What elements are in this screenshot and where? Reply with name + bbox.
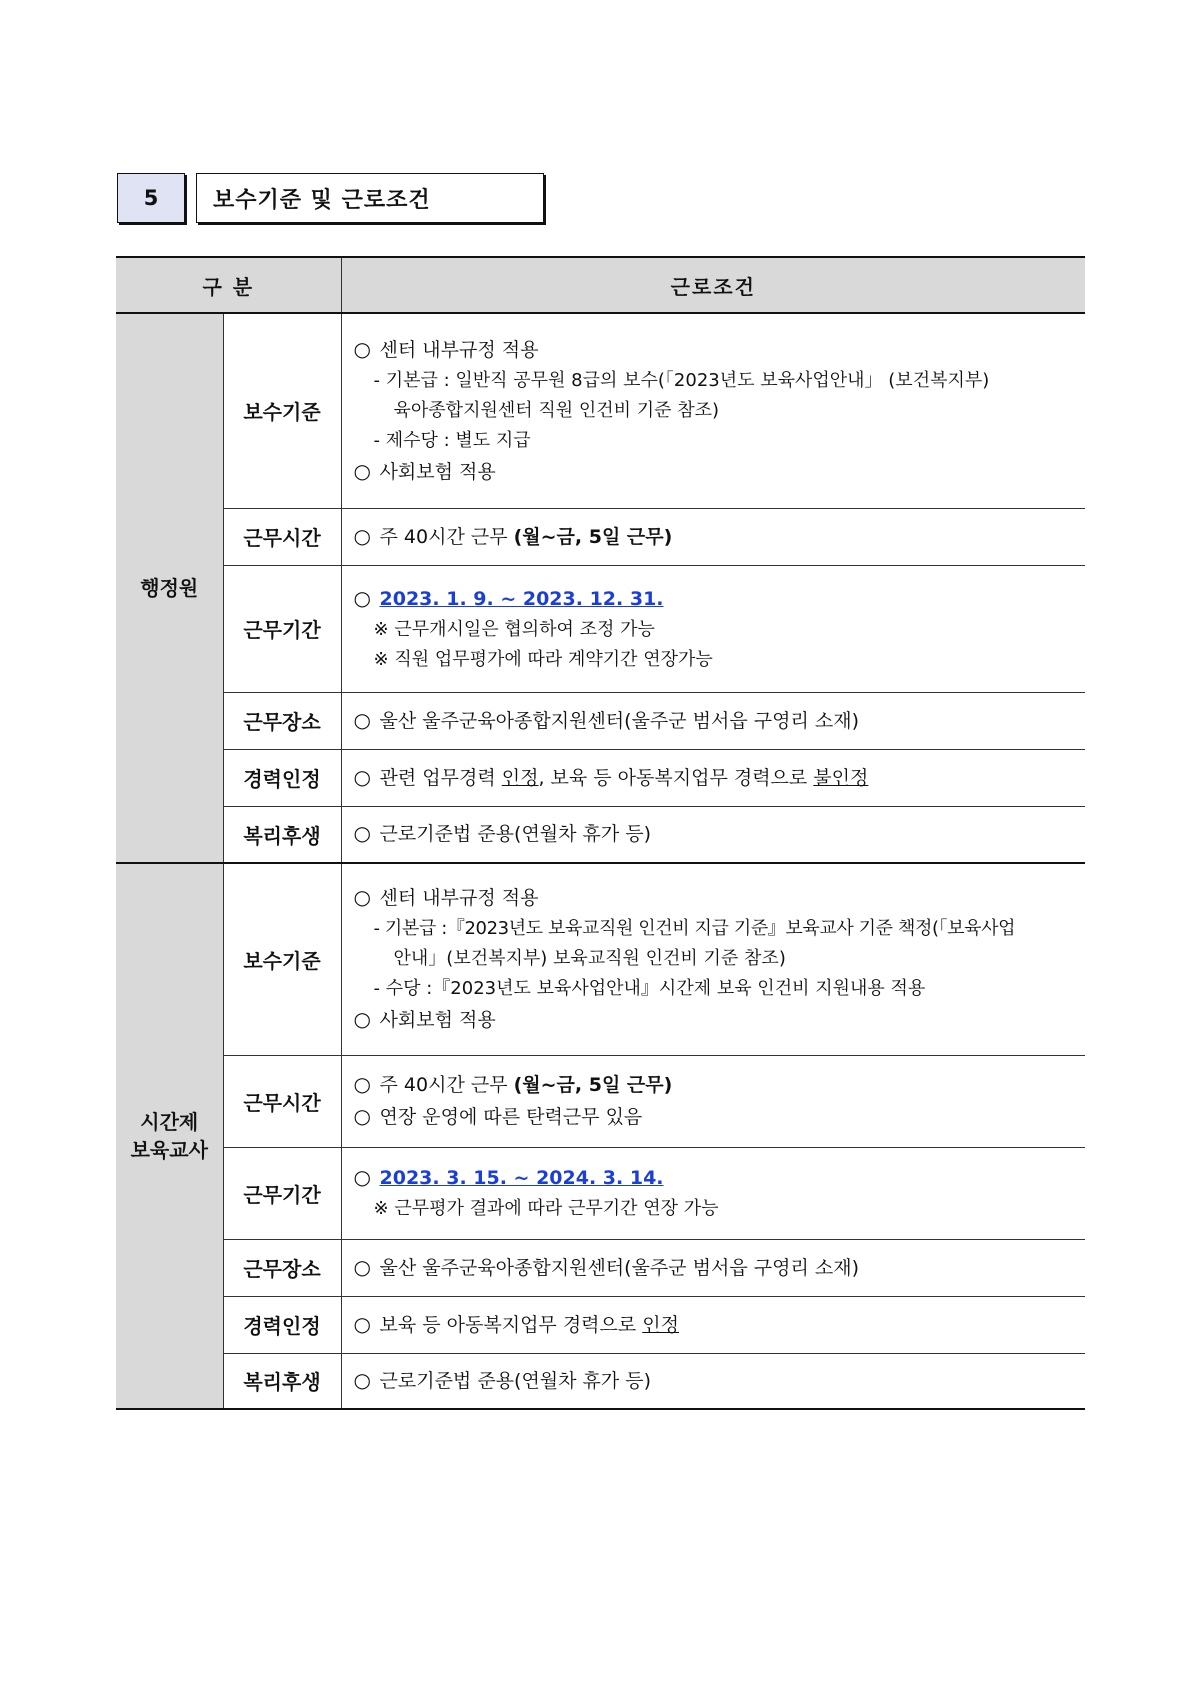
circle-bullet-icon: ○ <box>353 1367 371 1392</box>
circle-bullet-icon: ○ <box>353 764 371 789</box>
admin-pay-content <box>341 313 1085 508</box>
row-label-period: 근무기간 <box>223 1147 341 1239</box>
teacher-place: 울산 울주군육아종합지원센터(울주군 범서읍 구영리 소재) <box>379 1256 859 1279</box>
row-label-pay: 보수기준 <box>223 313 341 508</box>
circle-bullet-icon: ○ <box>353 885 371 910</box>
table-row <box>116 313 1085 508</box>
admin-pay-1: 센터 내부규정 적용 <box>379 338 539 361</box>
admin-place: 울산 울주군육아종합지원센터(울주군 범서읍 구영리 소재) <box>379 709 859 732</box>
teacher-place-content <box>341 1239 1085 1296</box>
group-teacher-line2: 보육교사 <box>130 1138 208 1162</box>
admin-pay-sub2: - 제수당 : 별도 지급 <box>373 429 531 451</box>
table-row <box>116 508 1085 565</box>
admin-career-b: 인정 <box>501 766 539 789</box>
admin-hours-b: (월~금, 5일 근무) <box>513 525 673 548</box>
teacher-welfare-content <box>341 1353 1085 1409</box>
row-label-place: 근무장소 <box>223 1239 341 1296</box>
row-label-career: 경력인정 <box>223 1296 341 1353</box>
circle-bullet-icon: ○ <box>353 336 371 361</box>
teacher-pay-2: 사회보험 적용 <box>379 1009 496 1032</box>
admin-career-content <box>341 749 1085 806</box>
circle-bullet-icon: ○ <box>353 458 371 483</box>
circle-bullet-icon: ○ <box>353 1311 371 1336</box>
circle-bullet-icon: ○ <box>353 523 371 548</box>
table-row <box>116 1055 1085 1147</box>
teacher-hours-content <box>341 1055 1085 1147</box>
admin-welfare-content <box>341 806 1085 863</box>
teacher-period-content <box>341 1147 1085 1239</box>
teacher-hours-a: 주 40시간 근무 <box>379 1074 514 1096</box>
header-conditions: 근로조건 <box>341 257 1085 313</box>
table-row <box>116 863 1085 1055</box>
group-admin: 행정원 <box>116 313 223 863</box>
row-label-period: 근무기간 <box>223 565 341 692</box>
circle-bullet-icon: ○ <box>353 1254 371 1279</box>
admin-hours-content <box>341 508 1085 565</box>
row-label-pay: 보수기준 <box>223 863 341 1055</box>
admin-hours-a: 주 40시간 근무 <box>379 525 514 548</box>
circle-bullet-icon: ○ <box>353 707 371 732</box>
teacher-pay-content <box>341 863 1085 1055</box>
table-row <box>116 1353 1085 1409</box>
group-teacher <box>116 863 223 1409</box>
admin-period-note1: ※ 근무개시일은 협의하여 조정 가능 <box>373 618 655 640</box>
circle-bullet-icon: ○ <box>353 1104 371 1128</box>
table-row <box>116 806 1085 863</box>
table-row <box>116 1296 1085 1353</box>
admin-period-content <box>341 565 1085 692</box>
circle-bullet-icon: ○ <box>353 585 371 610</box>
section-title: 보수기준 및 근로조건 <box>196 173 544 223</box>
admin-career-a: 관련 업무경력 <box>379 766 502 789</box>
row-label-hours: 근무시간 <box>223 508 341 565</box>
section-number: 5 <box>117 173 185 223</box>
group-teacher-line1: 시간제 <box>140 1110 199 1134</box>
admin-period-date: 2023. 1. 9. ~ 2023. 12. 31. <box>379 587 664 610</box>
row-label-hours: 근무시간 <box>223 1055 341 1147</box>
row-label-welfare: 복리후생 <box>223 806 341 863</box>
circle-bullet-icon: ○ <box>353 821 371 846</box>
teacher-career-content <box>341 1296 1085 1353</box>
table-row <box>116 1239 1085 1296</box>
teacher-hours-2: 연장 운영에 따른 탄력근무 있음 <box>379 1106 643 1128</box>
header-category: 구 분 <box>116 257 341 313</box>
teacher-welfare: 근로기준법 준용(연월차 휴가 등) <box>379 1369 652 1392</box>
admin-pay-sub1a: - 기본급 : 일반직 공무원 8급의 보수(「2023년도 보육사업안내」 (보건복지부) <box>373 369 990 391</box>
teacher-pay-1: 센터 내부규정 적용 <box>379 887 539 910</box>
teacher-period-date: 2023. 3. 15. ~ 2024. 3. 14. <box>379 1167 664 1189</box>
table-row <box>116 749 1085 806</box>
admin-career-c: , 보육 등 아동복지업무 경력으로 <box>538 766 814 789</box>
working-conditions-table <box>116 256 1085 1410</box>
admin-career-d: 불인정 <box>813 766 869 789</box>
circle-bullet-icon: ○ <box>353 1072 371 1096</box>
teacher-career-a: 보육 등 아동복지업무 경력으로 <box>379 1313 643 1336</box>
row-label-place: 근무장소 <box>223 692 341 749</box>
teacher-pay-sub2: - 수당 :『2023년도 보육사업안내』시간제 보육 인건비 지원내용 적용 <box>373 978 926 1000</box>
table-row <box>116 1147 1085 1239</box>
teacher-pay-sub1b: 안내」(보건복지부) 보육교직원 인건비 기준 참조) <box>393 948 786 970</box>
row-label-welfare: 복리후생 <box>223 1353 341 1409</box>
admin-period-note2: ※ 직원 업무평가에 따라 계약기간 연장가능 <box>373 648 713 670</box>
teacher-pay-sub1a: - 기본급 :『2023년도 보육교직원 인건비 지급 기준』보육교사 기준 책정(「보육사업 <box>373 918 1016 940</box>
admin-welfare: 근로기준법 준용(연월차 휴가 등) <box>379 823 652 846</box>
admin-pay-sub1b: 육아종합지원센터 직원 인건비 기준 참조) <box>393 399 720 421</box>
teacher-hours-b: (월~금, 5일 근무) <box>513 1074 673 1096</box>
admin-pay-2: 사회보험 적용 <box>379 460 496 483</box>
admin-place-content <box>341 692 1085 749</box>
table-row <box>116 692 1085 749</box>
table-row <box>116 565 1085 692</box>
row-label-career: 경력인정 <box>223 749 341 806</box>
table-header-row <box>116 257 1085 313</box>
circle-bullet-icon: ○ <box>353 1165 371 1189</box>
teacher-career-b: 인정 <box>642 1313 679 1336</box>
circle-bullet-icon: ○ <box>353 1007 371 1032</box>
teacher-period-note1: ※ 근무평가 결과에 따라 근무기간 연장 가능 <box>373 1198 719 1219</box>
